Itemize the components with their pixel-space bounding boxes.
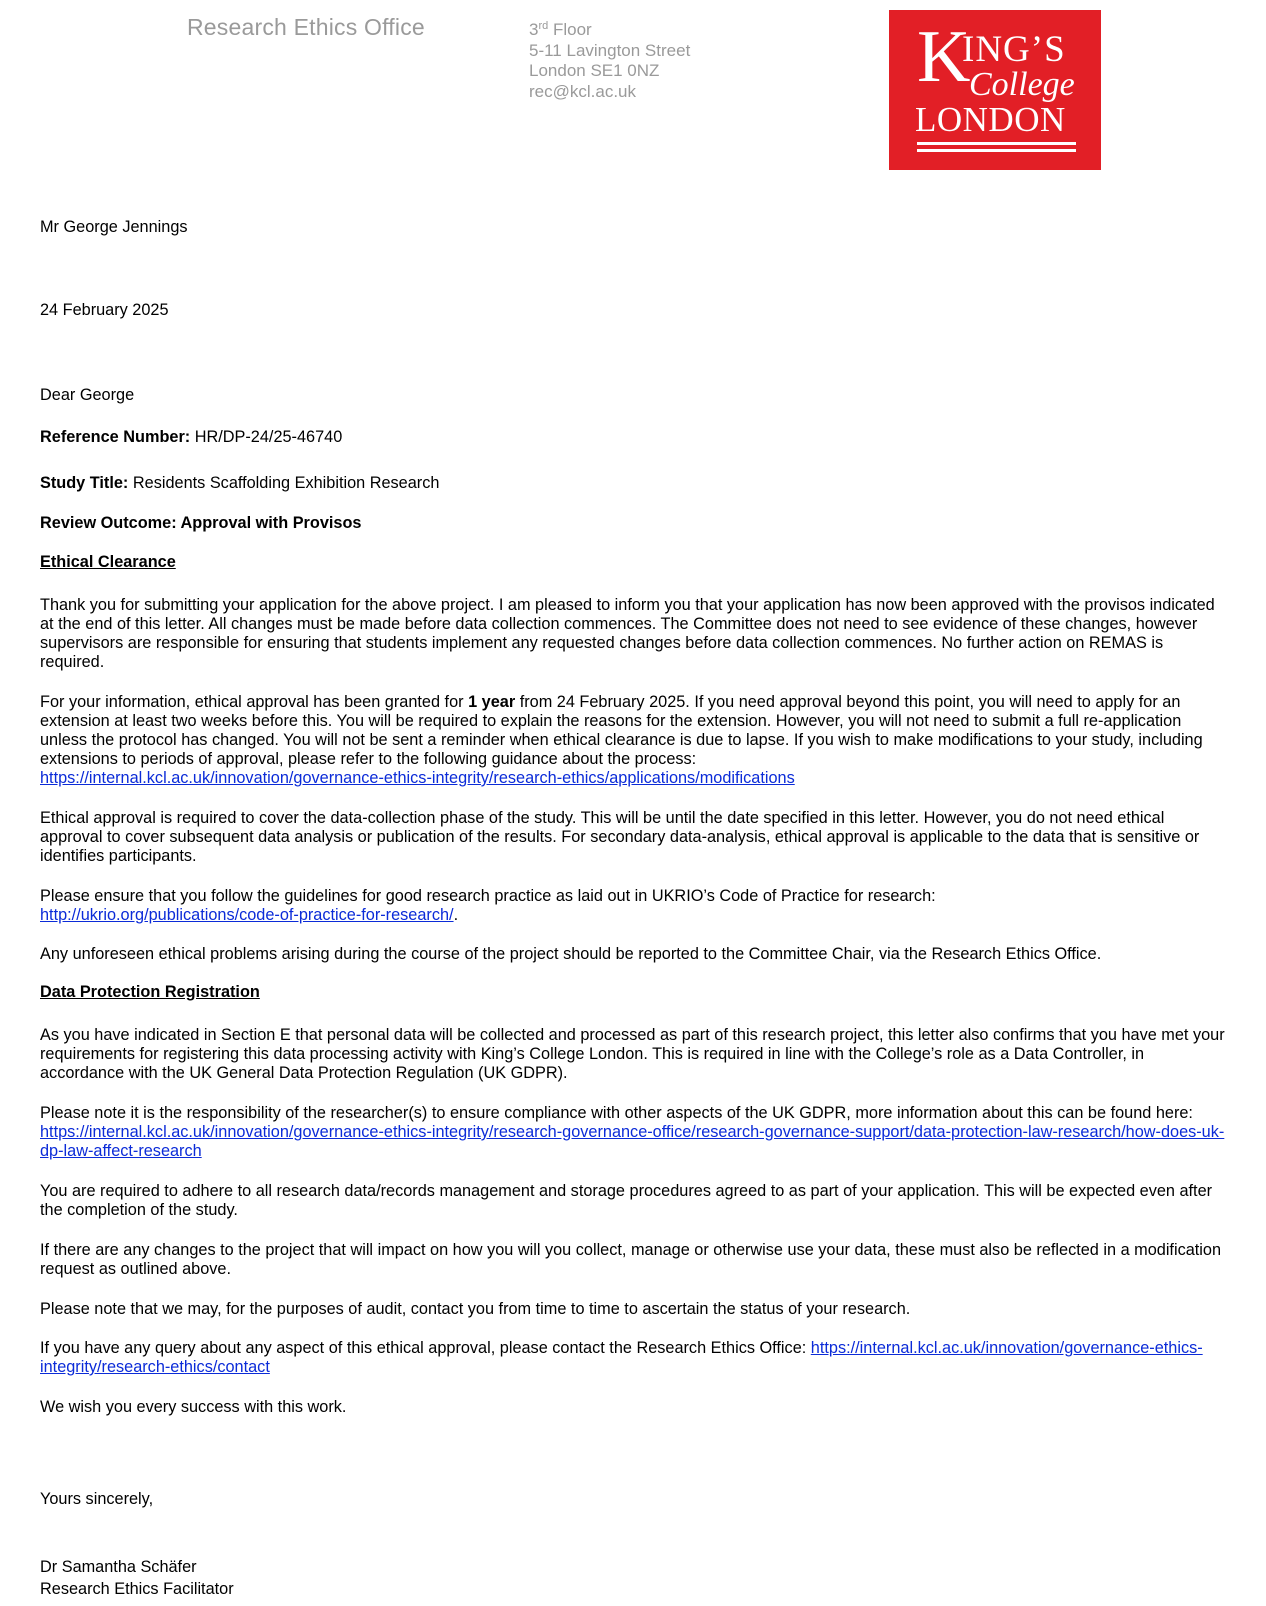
study-title: Study Title: Residents Scaffolding Exhibition Research (40, 474, 440, 492)
heading-ethical-clearance: Ethical Clearance (40, 553, 176, 571)
paragraph-unforeseen: Any unforeseen ethical problems arising during the course of the project should be reported to the Committee Chair, via the Research Ethics Office. (40, 945, 1102, 963)
modifications-link[interactable]: https://internal.kcl.ac.uk/innovation/governance-ethics-integrity/research-ethics/applications/modifications (40, 769, 795, 787)
address-city: London SE1 0NZ (529, 61, 660, 80)
signatory-role: Research Ethics Facilitator (40, 1580, 234, 1598)
reference-number: Reference Number: HR/DP-24/25-46740 (40, 428, 343, 446)
paragraph-query: If you have any query about any aspect of this ethical approval, please contact the Research Ethics Office: https://internal.kcl.ac.uk/innovation/governance-ethics-integrity/research-ethics/contact (40, 1339, 1203, 1376)
paragraph-data-protection: As you have indicated in Section E that personal data will be collected and processed as part of this research project, this letter also confirms that you have met your requirements for registering this data processing activity with King’s College London. This is required in line with the College’s role as a Data Controller, in accordance with the UK General Data Protection Regulation (UK GDPR). (40, 1026, 1225, 1082)
ukrio-link[interactable]: http://ukrio.org/publications/code-of-practice-for-research/ (40, 906, 454, 924)
kcl-logo: K ING’S College LONDON (889, 10, 1101, 170)
signatory-name: Dr Samantha Schäfer (40, 1558, 197, 1576)
heading-data-protection: Data Protection Registration (40, 983, 260, 1001)
signatory (40, 1556, 1230, 1600)
paragraph-gdpr: Please note it is the responsibility of the researcher(s) to ensure compliance with other aspects of the UK GDPR, more information about this can be found here: https://internal.kcl.ac.uk/innovation/governance-ethics-integrity/research-governance-office/research-governance-support/data-protection-law-research/how-does-uk-dp-law-affect-research (40, 1104, 1225, 1160)
paragraph-success: We wish you every success with this work. (40, 1398, 347, 1416)
paragraph-approval: Thank you for submitting your application for the above project. I am pleased to inform you that your application has now been approved with the provisos indicated at the end of this letter. All changes must be made before data collection commences. The Committee does not need to see evidence of these changes, however supervisors are responsible for ensuring that students implement any requested changes before data collection commences. No further action on REMAS is required. (40, 596, 1215, 671)
closing: Yours sincerely, (40, 1490, 154, 1508)
recipient: Mr George Jennings (40, 218, 188, 236)
gdpr-link[interactable]: https://internal.kcl.ac.uk/innovation/governance-ethics-integrity/research-governance-office/research-governance-support/data-protection-law-research/how-does-uk-dp-law-affect-research (40, 1123, 1225, 1160)
office-address (529, 20, 690, 102)
address-floor: 3rd Floor (529, 20, 592, 39)
review-outcome: Review Outcome: Approval with Provisos (40, 514, 362, 532)
address-email: rec@kcl.ac.uk (529, 81, 637, 101)
contact-link[interactable]: https://internal.kcl.ac.uk/innovation/governance-ethics-integrity/research-ethics/contact (40, 1339, 1203, 1376)
letter-date: 24 February 2025 (40, 301, 169, 319)
paragraph-ukrio: Please ensure that you follow the guidelines for good research practice as laid out in UKRIO’s Code of Practice for research: http://ukrio.org/publications/code-of-practice-for-research/. (40, 887, 936, 924)
office-name: Research Ethics Office (187, 14, 425, 40)
paragraph-duration: For your information, ethical approval has been granted for 1 year from 24 February 2025. If you need approval beyond this point, you will need to apply for an extension at least two weeks before this. You will be required to explain the reasons for the extension. However, you will not need to submit a full re-application unless the protocol has changed. You will not be sent a reminder when ethical clearance is due to lapse. If you wish to make modifications to your study, including extensions to periods of approval, please refer to the following guidance about the process: https://internal.kcl.ac.uk/innovation/governance-ethics-integrity/research-ethics/applications/modifications (40, 693, 1203, 787)
paragraph-data-collection: Ethical approval is required to cover the data-collection phase of the study. This will be until the date specified in this letter. However, you do not need ethical approval to cover subsequent data analysis or publication of the results. For secondary data-analysis, ethical approval is applicable to the data that is sensitive or identifies participants. (40, 809, 1200, 865)
letter-body (40, 205, 1230, 1600)
paragraph-records: You are required to adhere to all research data/records management and storage procedures agreed to as part of your application. This will be expected even after the completion of the study. (40, 1182, 1213, 1219)
paragraph-audit: Please note that we may, for the purposes of audit, contact you from time to time to ascertain the status of your research. (40, 1300, 911, 1318)
address-street: 5-11 Lavington Street (529, 40, 691, 60)
salutation: Dear George (40, 386, 135, 404)
paragraph-changes: If there are any changes to the project that will impact on how you will you collect, manage or otherwise use your data, these must also be reflected in a modification request as outlined above. (40, 1241, 1222, 1278)
